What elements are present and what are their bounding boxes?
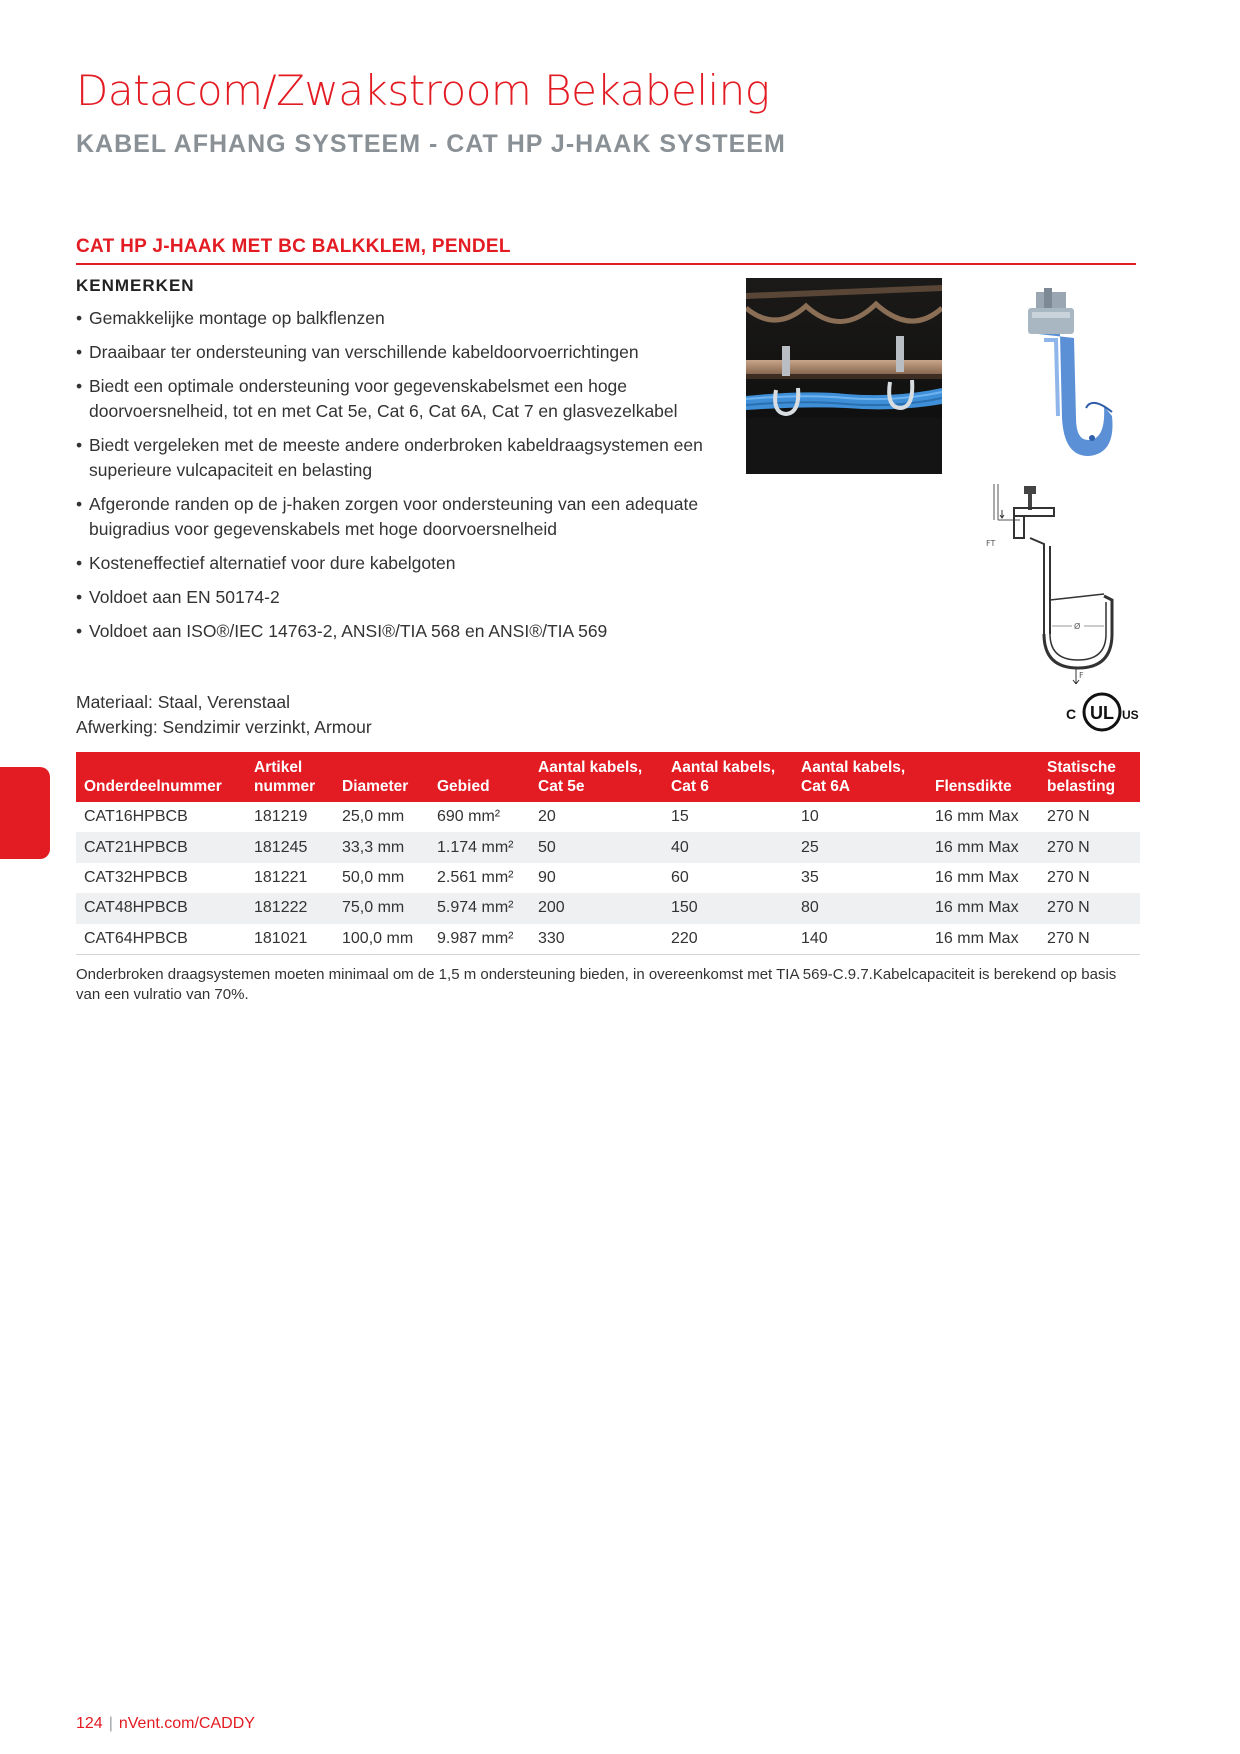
table-cell: 40 bbox=[663, 832, 793, 862]
table-cell: 181222 bbox=[246, 893, 334, 923]
table-cell: 16 mm Max bbox=[935, 808, 1019, 826]
table-cell: 75,0 mm bbox=[334, 893, 429, 923]
column-header: Aantal kabels, Cat 5e bbox=[530, 752, 663, 802]
table-cell: 330 bbox=[530, 924, 663, 955]
table-cell: 90 bbox=[538, 868, 556, 886]
feature-item: • Gemakkelijke montage op balkflenzen bbox=[76, 306, 716, 331]
column-header: Statische belasting bbox=[1039, 752, 1140, 802]
feature-item: • Voldoet aan EN 50174-2 bbox=[76, 585, 716, 610]
column-header: Diameter bbox=[334, 752, 429, 802]
column-header: Artikel nummer bbox=[246, 752, 334, 802]
table-cell: 270 N bbox=[1047, 868, 1090, 886]
table-cell: 80 bbox=[793, 893, 927, 923]
table-cell: 270 N bbox=[1047, 808, 1090, 826]
column-header: Aantal kabels, Cat 6 bbox=[663, 752, 793, 802]
website-link[interactable]: nVent.com/CADDY bbox=[118, 1715, 255, 1732]
ul-letters: UL bbox=[1090, 703, 1114, 723]
table-cell: 33,3 mm bbox=[334, 832, 429, 862]
table-cell: 2.561 mm² bbox=[437, 868, 514, 886]
section-tab-marker bbox=[0, 767, 50, 859]
material-info bbox=[76, 690, 372, 740]
finish-line: Afwerking: Sendzimir verzinkt, Armour bbox=[76, 717, 372, 737]
feature-item: • Afgeronde randen op de j-haken zorgen voor ondersteuning van een adequate buigradius voor gegevenskabels met hoge doorvoersnelheid bbox=[76, 492, 716, 542]
column-header: Onderdeelnummer bbox=[76, 752, 246, 802]
specifications-table bbox=[76, 752, 1140, 955]
column-header: Gebied bbox=[429, 752, 530, 802]
footer-separator: | bbox=[108, 1715, 113, 1732]
cul-us-certification-logo bbox=[1064, 690, 1144, 734]
table-cell: 16 mm Max bbox=[927, 924, 1039, 955]
table-row bbox=[76, 832, 1140, 862]
table-cell: 16 mm Max bbox=[935, 868, 1019, 886]
table-cell: 181219 bbox=[254, 808, 308, 826]
feature-item: • Draaibaar ter ondersteuning van verschillende kabeldoorvoerrichtingen bbox=[76, 340, 716, 365]
table-row bbox=[76, 863, 1140, 893]
feature-item: • Voldoet aan ISO®/IEC 14763-2, ANSI®/TIA 568 en ANSI®/TIA 569 bbox=[76, 619, 716, 644]
features-list bbox=[76, 306, 716, 653]
table-row bbox=[76, 802, 1140, 832]
table-cell: 100,0 mm bbox=[334, 924, 429, 955]
table-cell: 16 mm Max bbox=[927, 893, 1039, 923]
table-cell: 140 bbox=[793, 924, 927, 955]
page-subtitle: KABEL AFHANG SYSTEEM - CAT HP J-HAAK SYSTEEM bbox=[76, 130, 786, 158]
footnote: Onderbroken draagsystemen moeten minimaal om de 1,5 m ondersteuning bieden, in overeenkomst met TIA 569-C.9.7.Kabelcapaciteit is berekend op basis van een vulratio van 70%. bbox=[76, 966, 1117, 1003]
table-cell: 25,0 mm bbox=[342, 808, 405, 826]
table-row bbox=[76, 924, 1140, 955]
page-title: Datacom/Zwakstroom Bekabeling bbox=[76, 66, 770, 115]
column-header: Flensdikte bbox=[927, 752, 1039, 802]
table-cell: CAT64HPBCB bbox=[76, 924, 246, 955]
table-cell: 150 bbox=[663, 893, 793, 923]
feature-item: • Biedt een optimale ondersteuning voor gegevenskabelsmet een hoge doorvoersnelheid, tot en met Cat 5e, Cat 6, Cat 6A, Cat 7 en glasvezelkabel bbox=[76, 374, 716, 424]
table-row bbox=[76, 893, 1140, 923]
table-cell: 9.987 mm² bbox=[429, 924, 530, 955]
table-cell: CAT16HPBCB bbox=[84, 808, 188, 826]
installation-photo bbox=[746, 278, 942, 474]
table-cell: 690 mm² bbox=[437, 808, 501, 826]
table-cell: CAT48HPBCB bbox=[76, 893, 246, 923]
column-header: Aantal kabels, Cat 6A bbox=[793, 752, 927, 802]
table-cell: 270 N bbox=[1039, 893, 1140, 923]
table-cell: 20 bbox=[538, 808, 556, 826]
diameter-label: Ø bbox=[1074, 622, 1081, 631]
feature-item: • Biedt vergeleken met de meeste andere onderbroken kabeldraagsystemen een superieure vulcapaciteit en belasting bbox=[76, 433, 716, 483]
table-cell: CAT21HPBCB bbox=[76, 832, 246, 862]
table-cell: CAT32HPBCB bbox=[84, 868, 188, 886]
table-cell: 1.174 mm² bbox=[429, 832, 530, 862]
table-cell: 181245 bbox=[246, 832, 334, 862]
table-cell: 35 bbox=[801, 868, 819, 886]
f-label: F bbox=[1079, 671, 1084, 680]
table-cell: 50 bbox=[530, 832, 663, 862]
table-cell: 16 mm Max bbox=[927, 832, 1039, 862]
j-hook-product-image bbox=[1000, 288, 1130, 468]
table-header-row bbox=[76, 752, 1140, 802]
table-cell: 181021 bbox=[246, 924, 334, 955]
table-cell: 10 bbox=[801, 808, 819, 826]
table-cell: 15 bbox=[671, 808, 689, 826]
table-cell: 25 bbox=[793, 832, 927, 862]
table-cell: 270 N bbox=[1039, 924, 1140, 955]
features-heading: KENMERKEN bbox=[76, 276, 195, 295]
table-cell: 220 bbox=[663, 924, 793, 955]
material-line: Materiaal: Staal, Verenstaal bbox=[76, 692, 291, 712]
technical-drawing bbox=[984, 484, 1134, 684]
page-number: 124 bbox=[76, 1715, 103, 1732]
table-cell: 60 bbox=[671, 868, 689, 886]
feature-item: • Kosteneffectief alternatief voor dure kabelgoten bbox=[76, 551, 716, 576]
ft-label: FT bbox=[986, 539, 996, 548]
cul-c-letter: C bbox=[1066, 706, 1077, 722]
table-cell: 270 N bbox=[1039, 832, 1140, 862]
table-cell: 5.974 mm² bbox=[429, 893, 530, 923]
table-cell: 50,0 mm bbox=[342, 868, 405, 886]
table-cell: 181221 bbox=[254, 868, 308, 886]
product-section-title: CAT HP J-HAAK MET BC BALKKLEM, PENDEL bbox=[76, 236, 1136, 265]
page-footer bbox=[76, 1715, 255, 1733]
cul-us-letters: US bbox=[1122, 708, 1139, 722]
table-cell: 200 bbox=[530, 893, 663, 923]
